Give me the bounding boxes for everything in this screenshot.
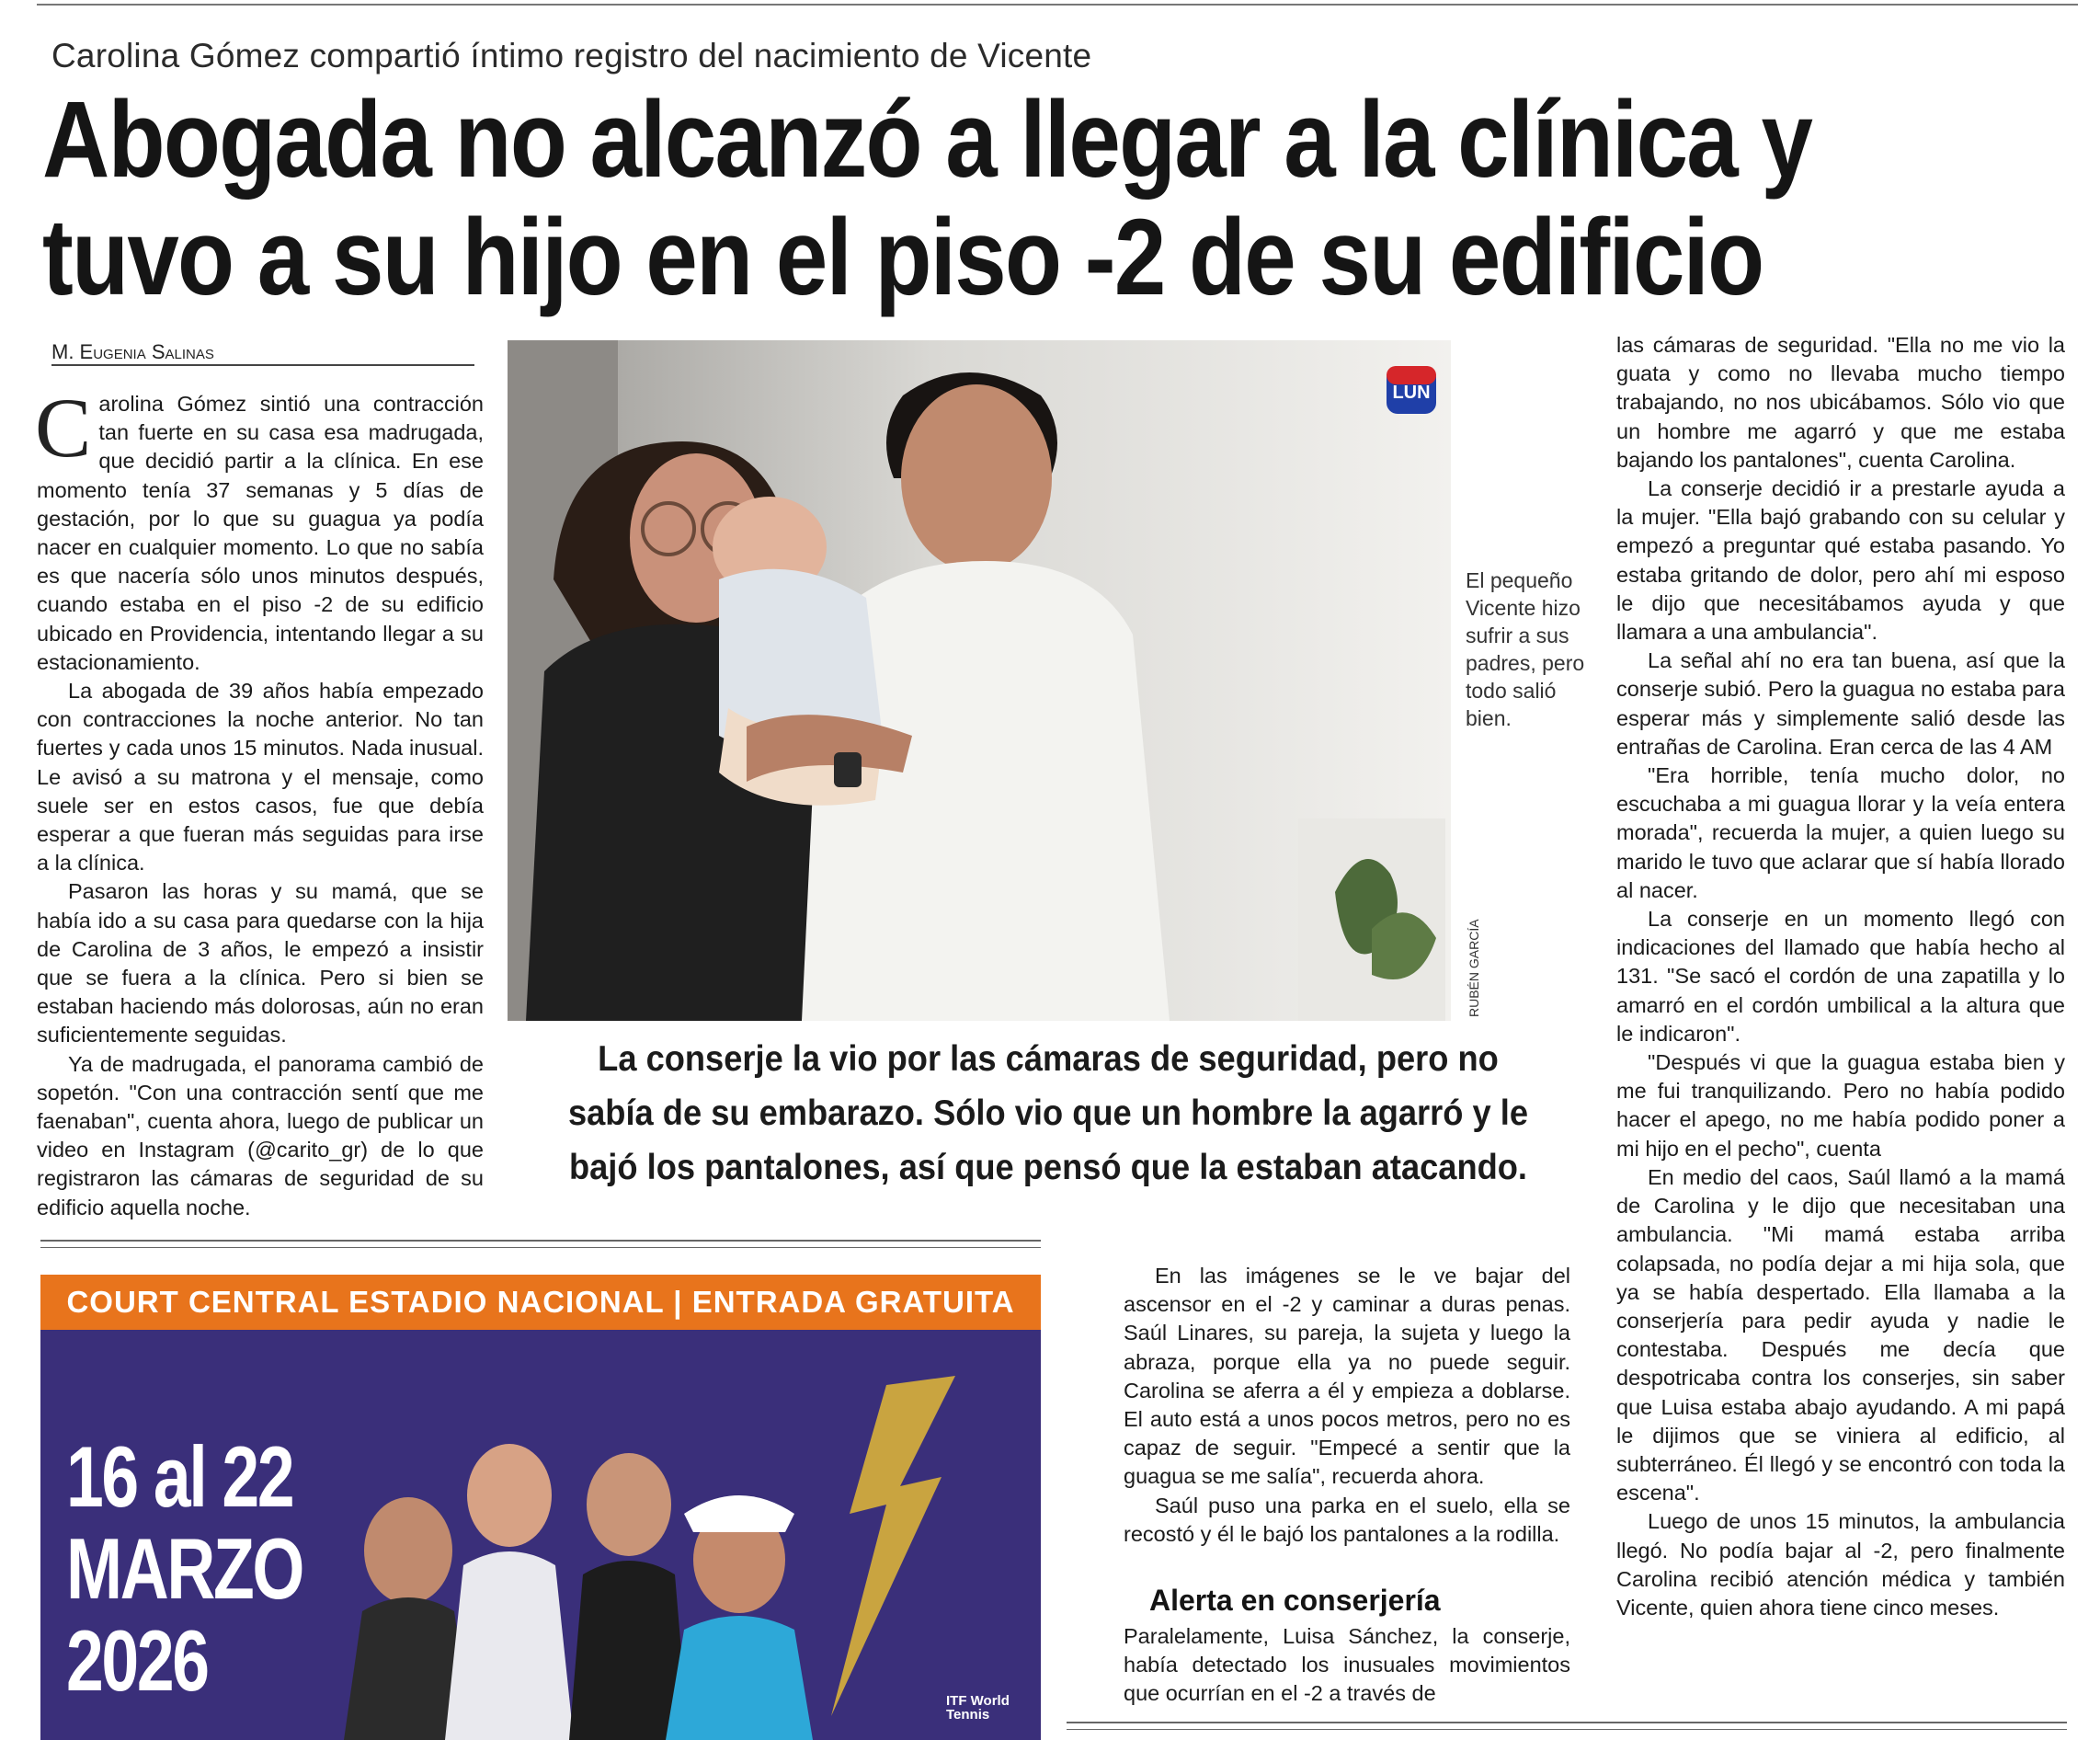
tennis-tournament-ad[interactable] bbox=[40, 1275, 1041, 1740]
pull-quote-line: sabía de su embarazo. Sólo vio que un hombre la agarró y le bbox=[567, 1093, 1529, 1133]
byline: M. Eugenia Salinas bbox=[51, 340, 214, 363]
itf-world-tennis-logo: ITF World Tennis bbox=[946, 1693, 1010, 1723]
headline-line-2: tuvo a su hijo en el piso -2 de su edificio bbox=[42, 197, 1763, 318]
photo-caption: El pequeño Vicente hizo sufrir a sus padres, pero todo salió bien. bbox=[1466, 568, 1585, 730]
headline-line-1: Abogada no alcanzó a llegar a la clínica y bbox=[42, 79, 1812, 200]
lun-logo-icon bbox=[1387, 366, 1436, 414]
article-headline bbox=[42, 79, 1812, 318]
section-divider bbox=[1067, 1722, 2067, 1723]
paragraph: Saúl puso una parka en el suelo, ella se recostó y él le bajó los pantalones a la rodilla. bbox=[1124, 1493, 1570, 1546]
paragraph: "Después vi que la guagua estaba bien y me fui tranquilizando. Pero no había podido hacer el apego, no me había podido poner a mi hijo en el pecho", cuenta bbox=[1616, 1050, 2065, 1161]
pull-quote bbox=[545, 1032, 1551, 1195]
paragraph: "Era horrible, tenía mucho dolor, no escuchaba a mi guagua llorar y la veía entera morada", recuerda la mujer, a quien luego su marido le tuvo que aclarar que sí había llorado al nacer. bbox=[1616, 763, 2065, 902]
section-divider bbox=[40, 1240, 1041, 1242]
paragraph: La abogada de 39 años había empezado con contracciones la noche anterior. No tan fuertes y cada unos 15 minutos. Nada inusual. Le avisó a su matrona y el mensaje, como suele ser en estos casos, fue que debía esperar a que fueran más seguidas para irse a la clínica. bbox=[37, 679, 484, 876]
top-rule bbox=[37, 4, 2078, 6]
article-column-1 bbox=[35, 381, 484, 1222]
paragraph: La señal ahí no era tan buena, así que la conserje subió. Pero la guagua no estaba para esperar más y simplemente salió desde las entrañas de Carolina. Eran cerca de las 4 AM bbox=[1616, 648, 2065, 759]
article-subhead: Alerta en conserjería bbox=[1149, 1584, 1441, 1617]
paragraph: La conserje en un momento llegó con indicaciones del llamado que había hecho al 131. "Se sacó el cordón de una zapatilla y lo amarró en el cordón umbilical a la altura que le indicaron". bbox=[1616, 907, 2065, 1046]
paragraph: En las imágenes se le ve bajar del ascensor en el -2 y caminar a duras penas. Saúl Linares, su pareja, la sujeta y luego la abraza, porque ella ya no puede seguir. Carolina se aferra a él y empieza a doblarse. El auto está a unos pocos metros, pero no es capaz de seguir. "Empecé a sentir que la guagua se me salía", recuerda ahora. bbox=[1124, 1264, 1570, 1489]
ad-banner: COURT CENTRAL ESTADIO NACIONAL | ENTRADA GRATUITA bbox=[40, 1275, 1041, 1330]
couple-with-baby-photo bbox=[508, 340, 1451, 1021]
article-column-4 bbox=[1616, 331, 2065, 1622]
pull-quote-line: La conserje la vio por las cámaras de seguridad, pero no bbox=[598, 1039, 1499, 1079]
lun-logo-text: LUN bbox=[1392, 383, 1431, 403]
article-kicker: Carolina Gómez compartió íntimo registro del nacimiento de Vicente bbox=[51, 37, 1092, 74]
pull-quote-line: bajó los pantalones, así que pensó que la estaban atacando. bbox=[568, 1148, 1528, 1187]
photo-credit-text: RUBÉN GARCÍA bbox=[1467, 919, 1481, 1017]
paragraph: Pasaron las horas y su mamá, que se había ido a su casa para quedarse con la hija de Carolina de 3 años, le empezó a insistir que se fuera a la clínica. Pero si bien se estaban haciendo más dolorosas, aún no eran suficientemente seguidas. bbox=[37, 879, 484, 1047]
section-divider bbox=[40, 1247, 1041, 1248]
photo-credit bbox=[1460, 910, 1488, 1021]
paragraph: Ya de madrugada, el panorama cambió de sopetón. "Con una contracción sentí que me faenaban", cuenta ahora, luego de publicar un video en Instagram (@carito_gr) de lo que registraron las cámaras de seguridad de su edificio aquella noche. bbox=[37, 1051, 484, 1219]
section-divider bbox=[1067, 1729, 2067, 1730]
article-photo bbox=[508, 340, 1451, 1021]
ad-dates: 16 al 22 MARZO 2026 bbox=[66, 1428, 303, 1709]
drop-cap: C bbox=[35, 381, 92, 475]
paragraph: La conserje decidió ir a prestarle ayuda a la mujer. "Ella bajó grabando con su celular y empezó a preguntar qué estaba pasando. Yo estaba gritando de dolor, pero ahí mi esposo le dijo que necesitábamos ayuda y que llamara a una ambulancia". bbox=[1616, 476, 2065, 645]
paragraph: Luego de unos 15 minutos, la ambulancia llegó. No podía bajar al -2, pero finalmente Carolina recibió atención médica y también Vicente, quien ahora tiene cinco meses. bbox=[1616, 1509, 2065, 1620]
byline-rule bbox=[51, 364, 474, 366]
article-column-3 bbox=[1124, 1262, 1570, 1549]
paragraph: En medio del caos, Saúl llamó a la mamá de Carolina y le dijo que necesitaban una ambulancia. "Mi mamá estaba arriba colapsada, no podía dejar a mi hija sola, que ya se había despertado. Ella llamaba a la conserjería para pedir ayuda y nadie le contestaba. Después me decía que despotricaba contra los conserjes, sin saber que Luisa estaba abajo ayudando. A mi papá le dijimos que se viniera al edificio, al subterráneo. Él llegó y se encontró con toda la escena". bbox=[1616, 1164, 2065, 1505]
paragraph: las cámaras de seguridad. "Ella no me vio la guata y como no llevaba mucho tiempo trabajando, no nos ubicábamos. Sólo vio que un hombre me agarró y que me estaba bajando los pantalones", cuenta Carolina. bbox=[1616, 333, 2065, 472]
article-column-3b bbox=[1124, 1622, 1570, 1709]
paragraph: Paralelamente, Luisa Sánchez, la conserje, había detectado los inusuales movimientos que ocurrían en el -2 a través de bbox=[1124, 1624, 1570, 1706]
paragraph: Carolina Gómez sintió una contracción tan fuerte en su casa esa madrugada, que decidió partir a la clínica. En ese momento tenía 37 semanas y 5 días de gestación, por lo que su guagua ya podía nacer en cualquier momento. Lo que no sabía es que nacería sólo unos minutos después, cuando estaba en el piso -2 de su edificio ubicado en Providencia, intentando llegar a su estacionamiento. bbox=[35, 381, 484, 674]
